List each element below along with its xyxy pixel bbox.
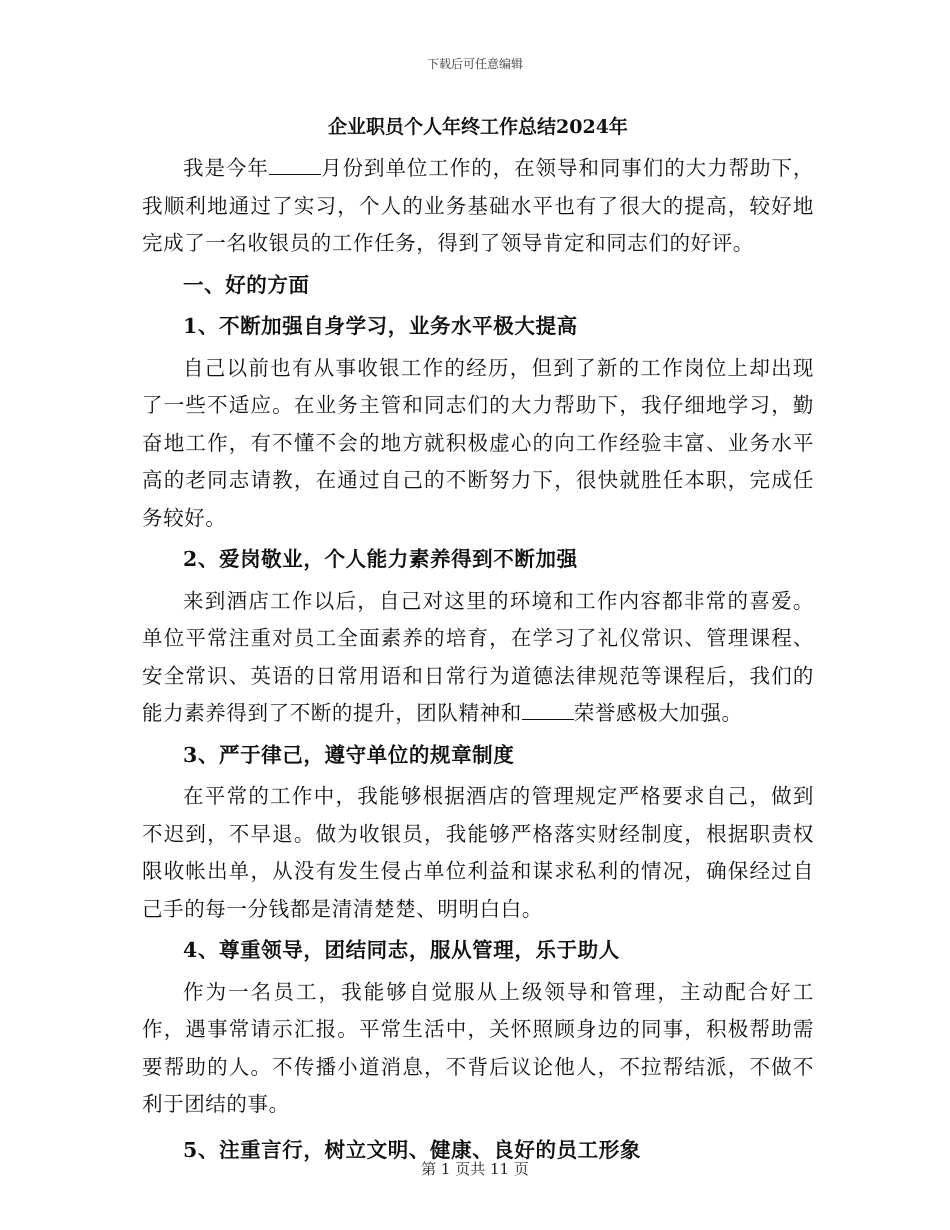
item-2-body (142, 583, 814, 733)
section-heading: 一、好的方面 (183, 272, 310, 297)
item-3-heading: 3、严于律己，遵守单位的规章制度 (183, 742, 515, 767)
item-3-body: 在平常的工作中，我能够根据酒店的管理规定严格要求自己，做到不迟到，不早退。做为收银员，我能够严格落实财经制度，根据职责权限收帐出单，从没有发生侵占单位利益和谋求私利的情况，确保经过自己手的每一分钱都是清清楚楚、明明白白。 (142, 784, 814, 921)
intro-paragraph (142, 150, 814, 263)
item-5-heading: 5、注重言行，树立文明、健康、良好的员工形象 (183, 1137, 641, 1162)
document-body (142, 112, 814, 1169)
page-footer: 第 1 页共 11 页 (421, 1160, 529, 1178)
item-2-body-pre: 来到酒店工作以后，自己对这里的环境和工作内容都非常的喜爱。单位平常注重对员工全面素养的培育，在学习了礼仪常识、管理课程、安全常识、英语的日常用语和日常行为道德法律规范等课程后，我们的能力素养得到了不断的提升，团队精神和 (142, 588, 814, 725)
item-2-body-post: 荣誉感极大加强。 (573, 701, 743, 725)
page-header: 下载后可任意编辑 (426, 57, 523, 71)
intro-text-pre: 我是今年 (183, 156, 269, 180)
item-1-heading: 1、不断加强自身学习，业务水平极大提高 (183, 314, 578, 338)
item-4-heading: 4、尊重领导，团结同志，服从管理，乐于助人 (183, 938, 620, 962)
intro-text-post: 月份到单位工作的，在领导和同事们的大力帮助下，我顺利地通过了实习，个人的业务基础水平也有了很大的提高，较好地完成了一名收银员的工作任务，得到了领导肯定和同志们的好评。 (142, 156, 814, 255)
item-1-body: 自己以前也有从事收银工作的经历，但到了新的工作岗位上却出现了一些不适应。在业务主管和同志们的大力帮助下，我仔细地学习，勤奋地工作，有不懂不会的地方就积极虚心的向工作经验丰富、业务水平高的老同志请教，在通过自己的不断努力下，很快就胜任本职，完成任务较好。 (142, 355, 814, 530)
fill-in-blank (269, 156, 321, 175)
document-title: 企业职员个人年终工作总结2024年 (328, 116, 628, 138)
fill-in-blank (522, 701, 574, 720)
item-4-body: 作为一名员工，我能够自觉服从上级领导和管理，主动配合好工作，遇事常请示汇报。平常生活中，关怀照顾身边的同事，积极帮助需要帮助的人。不传播小道消息，不背后议论他人，不拉帮结派，不做不利于团结的事。 (142, 979, 814, 1116)
item-2-heading: 2、爱岗敬业，个人能力素养得到不断加强 (183, 547, 578, 571)
